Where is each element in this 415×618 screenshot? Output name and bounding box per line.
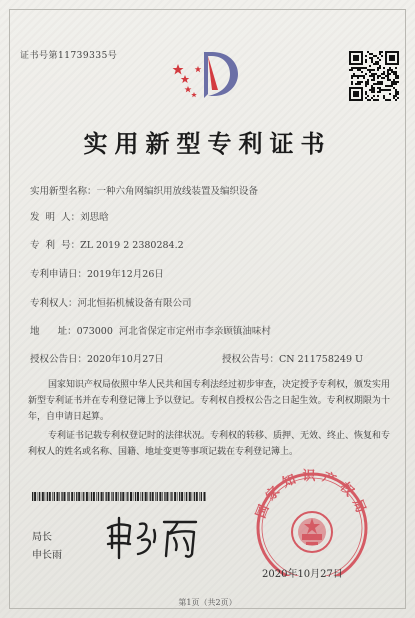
director-name: 申长雨 — [32, 550, 62, 561]
field-value: 刘思晗 — [80, 212, 109, 223]
field-label: 专利权人： — [30, 298, 78, 309]
seal-text: 国家知识产权局 — [253, 469, 371, 521]
patent-office-logo — [168, 44, 248, 100]
field-label: 专 利 号： — [30, 240, 81, 251]
field-patent-number — [30, 237, 184, 251]
field-utility-model-name — [30, 183, 258, 197]
national-emblem-icon — [292, 512, 332, 552]
barcode — [32, 492, 206, 501]
field-value: 073000 河北省保定市定州市李亲顾镇油味村 — [76, 326, 271, 337]
seal-date: 2020年10月27日 — [262, 569, 343, 580]
field-address — [30, 323, 271, 337]
qr-code — [349, 51, 399, 101]
certificate-number: 证书号第11739335号 — [20, 51, 118, 61]
field-patentee — [30, 295, 192, 309]
field-label: 专利申请日： — [30, 269, 88, 280]
page-title: 实用新型专利证书 — [83, 129, 332, 158]
director-title: 局长 — [32, 532, 52, 543]
field-grant-date — [30, 351, 164, 365]
field-value: 2019年12月26日 — [87, 269, 164, 280]
field-grant-number — [222, 351, 363, 365]
field-label: 实用新型名称： — [30, 186, 97, 197]
grant-statement-paragraph: 国家知识产权局依照中华人民共和国专利法经过初步审查，决定授予专利权，颁发实用新型专利证书并在专利登记簿上予以登记。专利权自授权公告之日起生效。专利权期限为十年，自申请日起算。 — [28, 380, 391, 422]
field-value: 2020年10月27日 — [87, 354, 164, 365]
field-value: 河北恒拓机械设备有限公司 — [77, 298, 192, 309]
field-label: 地 址： — [30, 326, 77, 337]
field-application-date — [30, 266, 164, 280]
field-label: 授权公告号： — [222, 354, 280, 365]
page-footer: 第1页（共2页） — [178, 598, 237, 607]
logo-stars-icon — [173, 64, 202, 97]
field-label: 授权公告日： — [30, 354, 88, 365]
field-inventor — [30, 209, 109, 223]
official-seal — [250, 468, 374, 576]
field-label: 发 明 人： — [30, 212, 81, 223]
logo-red-wedge-icon — [208, 56, 218, 90]
field-value: 一种六角网编织用放线装置及编织设备 — [96, 186, 259, 197]
legal-status-paragraph: 专利证书记载专利权登记时的法律状况。专利权的转移、质押、无效、终止、恢复和专利权人的姓名或名称、国籍、地址变更等事项记载在专利登记簿上。 — [28, 431, 391, 457]
field-value: CN 211758249 U — [279, 354, 364, 365]
field-value: ZL 2019 2 2380284.2 — [80, 240, 184, 251]
logo-emblem-icon — [204, 52, 238, 98]
director-signature — [104, 514, 204, 560]
